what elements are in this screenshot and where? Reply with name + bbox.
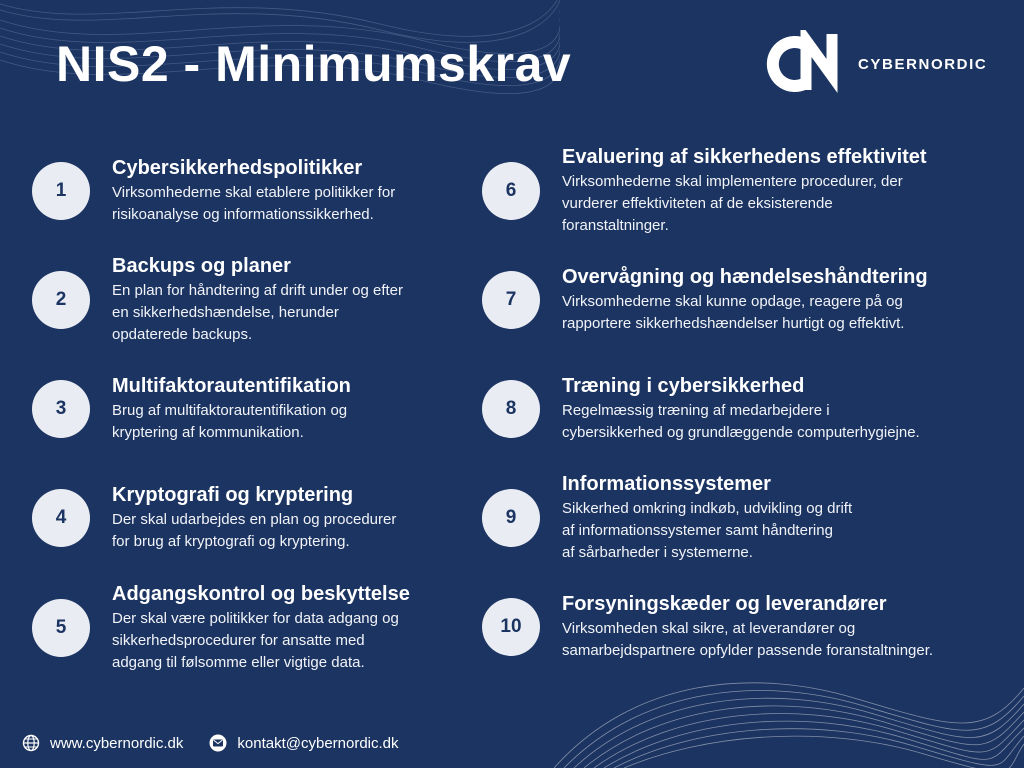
- website-text: www.cybernordic.dk: [50, 734, 184, 752]
- globe-icon: [22, 734, 40, 752]
- number-badge: 10: [482, 598, 540, 656]
- requirement-item-1: [32, 156, 395, 226]
- requirement-description: Virksomhederne skal etablere politikker for risikoanalyse og informationssikkerhed.: [112, 184, 396, 223]
- number-badge: 3: [32, 380, 90, 438]
- envelope-icon: [209, 734, 227, 752]
- requirement-title: Evaluering af sikkerhedens effektivitet: [562, 146, 927, 168]
- requirement-item-6: [482, 145, 927, 237]
- requirement-item-8: [482, 374, 920, 444]
- requirement-description: Der skal være politikker for data adgang og sikkerhedsprocedurer for ansatte med adgang til følsomme eller vigtige data.: [112, 610, 399, 671]
- requirement-title: Forsyningskæder og leverandører: [562, 593, 887, 615]
- number-badge: 6: [482, 162, 540, 220]
- requirement-title: Overvågning og hændelseshåndtering: [562, 266, 928, 288]
- requirement-description: Regelmæssig træning af medarbejdere i cybersikkerhed og grundlæggende computerhygiejne.: [562, 402, 920, 441]
- requirement-description: Virksomheden skal sikre, at leverandører og samarbejdspartnere opfylder passende foranstaltninger.: [562, 620, 934, 659]
- number-badge: 1: [32, 162, 90, 220]
- footer: [22, 734, 425, 752]
- number-badge: 7: [482, 271, 540, 329]
- cybernordic-logo-icon: [762, 30, 848, 94]
- brand-name: CYBERNORDIC: [858, 55, 988, 73]
- decorative-wave-bottom-right: [554, 658, 1024, 768]
- requirement-description: Virksomhederne skal implementere procedurer, der vurderer effektiviteten af de eksisterende foranstaltninger.: [562, 173, 903, 234]
- requirement-title: Adgangskontrol og beskyttelse: [112, 583, 410, 605]
- brand-logo: [762, 30, 987, 94]
- email-text: kontakt@cybernordic.dk: [237, 734, 399, 752]
- requirement-title: Kryptografi og kryptering: [112, 484, 354, 506]
- requirement-title: Backups og planer: [112, 255, 291, 277]
- requirement-description: Virksomhederne skal kunne opdage, reagere på og rapportere sikkerhedshændelser hurtigt og effektivt.: [562, 293, 905, 332]
- requirement-item-9: [482, 472, 852, 564]
- requirement-item-4: [32, 483, 396, 553]
- number-badge: 8: [482, 380, 540, 438]
- requirement-title: Cybersikkerhedspolitikker: [112, 157, 363, 179]
- requirement-item-2: [32, 254, 403, 346]
- website-link[interactable]: [22, 734, 183, 752]
- requirement-title: Informationssystemer: [562, 473, 771, 495]
- requirement-description: Sikkerhed omkring indkøb, udvikling og drift af informationssystemer samt håndtering af sårbarheder i systemerne.: [562, 500, 853, 561]
- requirement-description: Brug af multifaktorautentifikation og kryptering af kommunikation.: [112, 402, 348, 441]
- requirement-item-7: [482, 265, 928, 335]
- requirement-description: En plan for håndtering af drift under og efter en sikkerhedshændelse, herunder opdaterede backups.: [112, 282, 404, 343]
- requirement-item-5: [32, 582, 410, 674]
- email-link[interactable]: [209, 734, 398, 752]
- number-badge: 5: [32, 599, 90, 657]
- requirement-title: Multifaktorautentifikation: [112, 375, 351, 397]
- number-badge: 9: [482, 489, 540, 547]
- requirement-description: Der skal udarbejdes en plan og procedurer for brug af kryptografi og kryptering.: [112, 511, 397, 550]
- number-badge: 4: [32, 489, 90, 547]
- requirement-title: Træning i cybersikkerhed: [562, 375, 805, 397]
- page-title: NIS2 - Minimumskrav: [56, 36, 572, 92]
- requirement-item-10: [482, 592, 933, 662]
- requirement-item-3: [32, 374, 351, 444]
- number-badge: 2: [32, 271, 90, 329]
